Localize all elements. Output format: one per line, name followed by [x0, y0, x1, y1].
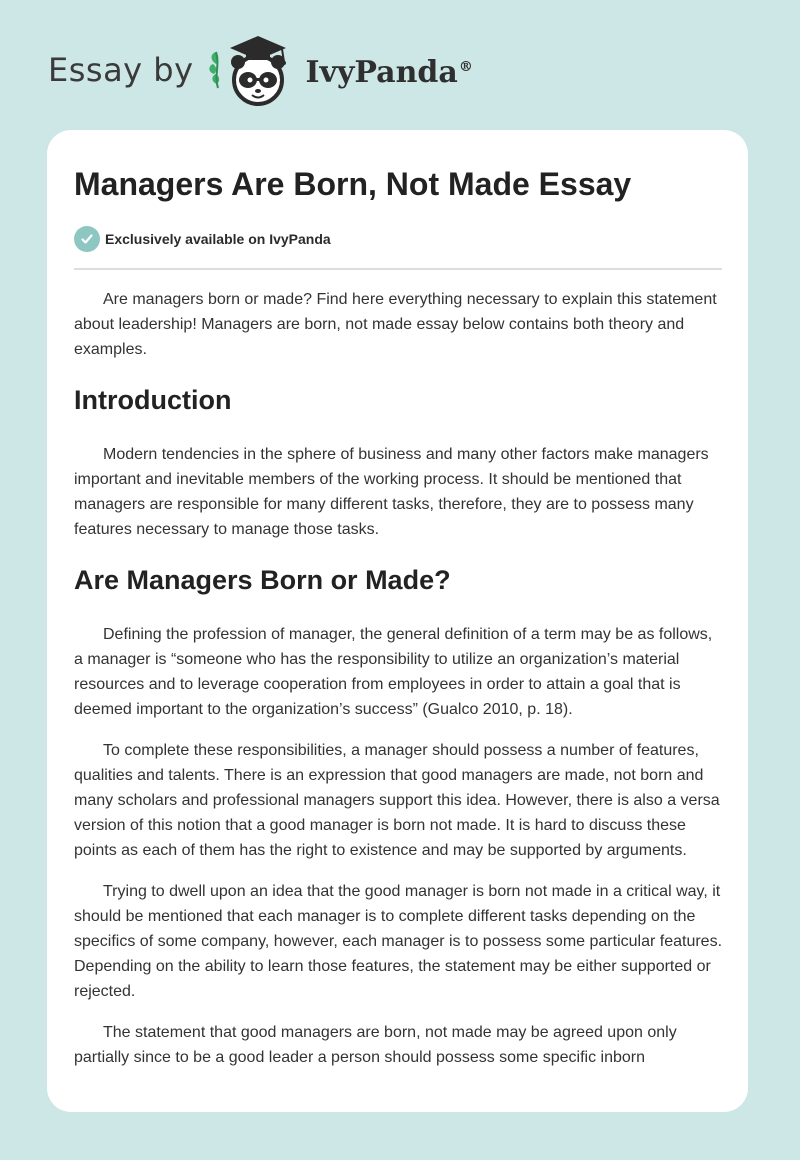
- badge-label: Exclusively available on IvyPanda: [105, 231, 331, 247]
- divider: [74, 268, 722, 270]
- brand-header: [48, 30, 473, 110]
- section-heading-introduction: Introduction: [74, 385, 232, 415]
- intro-paragraph: Are managers born or made? Find here everything necessary to explain this statement about leadership! Managers are born, not made essay below contains both theory and examples.: [74, 291, 717, 358]
- brand-prefix: Essay by: [48, 51, 194, 89]
- section-heading-born-or-made: Are Managers Born or Made?: [74, 565, 451, 595]
- body-paragraph: The statement that good managers are born, not made may be agreed upon only partially since to be a good leader a person should possess some specific inborn: [74, 1024, 677, 1066]
- body-paragraph: To complete these responsibilities, a manager should possess a number of features, qualities and talents. There is an expression that good managers are made, not born and many scholars and professional managers support this idea. However, there is also a versa version of this notion that a good manager is born not made. It is hard to discuss these points as each of them has the right to existence and may be supported by arguments.: [74, 742, 720, 859]
- body-paragraph: Trying to dwell upon an idea that the good manager is born not made in a critical way, it should be mentioned that each manager is to complete different tasks depending on the specifics of some company, however, each manager is to possess some particular features. Depending on the ability to learn those features, the statement may be either supported or rejected.: [74, 883, 723, 1000]
- registered-mark: ®: [458, 58, 473, 75]
- essay-card: [47, 130, 748, 1112]
- page-title: Managers Are Born, Not Made Essay: [74, 166, 632, 202]
- body-paragraph: Modern tendencies in the sphere of business and many other factors make managers important and inevitable members of the working process. It should be mentioned that managers are responsible for many different tasks, therefore, they are to possess many features necessary to manage those tasks.: [74, 446, 709, 538]
- brand-name[interactable]: IvyPanda®: [305, 54, 473, 90]
- body-paragraph: Defining the profession of manager, the general definition of a term may be as follows, a manager is “someone who has the responsibility to utilize an organization’s material resources and to leverage cooperation from employees in order to attain a goal that is deemed important to the organization’s success” (Gualco 2010, p. 18).: [74, 626, 713, 718]
- check-circle-icon: [74, 226, 100, 252]
- exclusive-badge: [74, 226, 722, 252]
- panda-logo-icon[interactable]: [208, 30, 300, 110]
